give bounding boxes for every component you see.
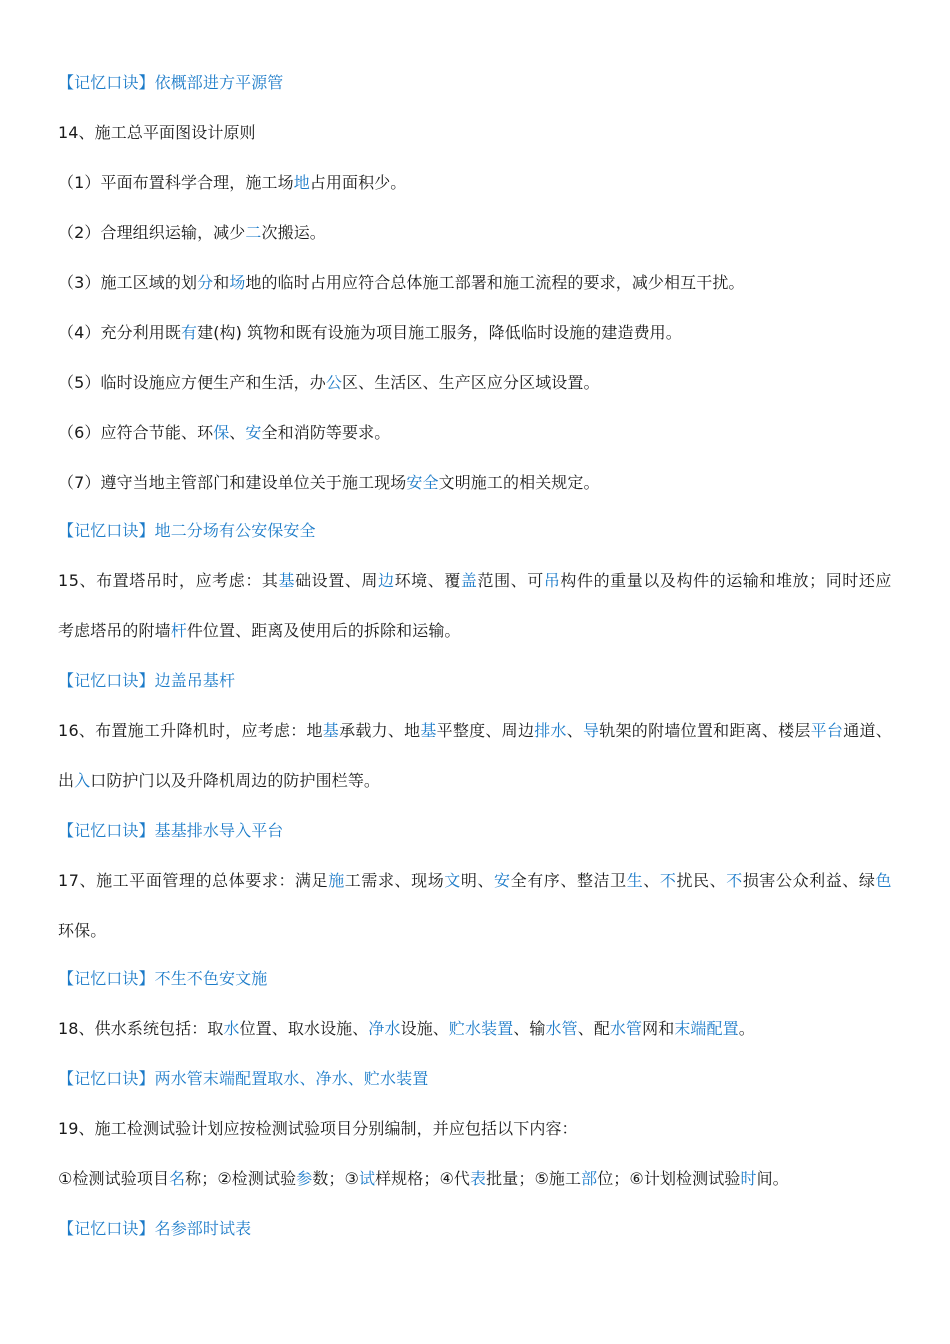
text-segment: 19、施工检测试验计划应按检测试验项目分别编制，并应包括以下内容： — [58, 1119, 578, 1138]
highlighted-text: 【记忆口诀】名参部时试表 — [58, 1219, 252, 1238]
highlighted-text: 参 — [296, 1169, 313, 1188]
text-segment: （5）临时设施应方便生产和生活，办 — [58, 373, 326, 392]
text-line — [58, 223, 326, 243]
highlighted-text: 安全 — [406, 473, 439, 492]
highlighted-text: 基 — [322, 721, 340, 740]
text-segment: 、配 — [577, 1019, 610, 1038]
highlighted-text: 边 — [377, 571, 395, 590]
highlighted-text: 净水 — [368, 1019, 401, 1038]
text-segment: 、 — [566, 721, 584, 740]
text-line — [58, 1019, 755, 1039]
text-segment: 区、生活区、生产区应分区域设置。 — [342, 373, 600, 392]
text-segment: 扰民、 — [676, 871, 727, 890]
highlighted-text: 分 — [197, 273, 214, 292]
text-segment: （7）遵守当地主管部门和建设单位关于施工现场 — [58, 473, 407, 492]
highlighted-text: 安 — [245, 423, 262, 442]
highlighted-text: 场 — [229, 273, 246, 292]
section-heading — [58, 123, 256, 143]
text-segment: 、输 — [513, 1019, 546, 1038]
text-segment: 通道、 — [843, 721, 892, 740]
highlighted-text: 公 — [325, 373, 342, 392]
highlighted-text: 二 — [245, 223, 262, 242]
text-segment: 称；②检测试验 — [185, 1169, 297, 1188]
text-segment: 考虑塔吊的附墙 — [58, 621, 171, 640]
text-line — [58, 323, 682, 343]
text-line — [58, 621, 461, 641]
text-segment: 。 — [738, 1019, 755, 1038]
text-line — [58, 571, 892, 591]
text-segment: 、 — [229, 423, 246, 442]
highlighted-text: 保 — [213, 423, 230, 442]
text-segment: 工需求、现场 — [344, 871, 445, 890]
text-segment: 14、施工总平面图设计原则 — [58, 123, 256, 142]
highlighted-text: 安 — [494, 871, 511, 890]
mnemonic-line — [58, 969, 267, 989]
highlighted-text: 基 — [278, 571, 296, 590]
highlighted-text: 不 — [659, 871, 677, 890]
text-line — [58, 771, 380, 791]
highlighted-text: 【记忆口诀】两水管末端配置取水、净水、贮水装置 — [58, 1069, 429, 1088]
highlighted-text: 入 — [74, 771, 91, 790]
highlighted-text: 吊 — [543, 571, 561, 590]
text-segment: 数；③ — [312, 1169, 359, 1188]
text-segment: 、 — [643, 871, 660, 890]
text-segment: （4）充分利用既 — [58, 323, 181, 342]
text-segment: 和 — [213, 273, 230, 292]
mnemonic-line — [58, 1219, 251, 1239]
text-segment: （3）施工区域的划 — [58, 273, 198, 292]
highlighted-text: 时 — [740, 1169, 757, 1188]
text-segment: 16、布置施工升降机时，应考虑：地 — [58, 721, 323, 740]
text-segment: 批量；⑤施工 — [486, 1169, 582, 1188]
text-segment: 平整度、周边 — [436, 721, 535, 740]
text-segment: 环保。 — [58, 921, 107, 940]
text-segment: 构件的重量以及构件的运输和堆放；同时还应 — [560, 571, 893, 590]
text-segment: 轨架的附墙位置和距离、楼层 — [599, 721, 811, 740]
highlighted-text: 有 — [180, 323, 198, 342]
text-line — [58, 473, 600, 493]
text-segment: 全有序、整洁卫 — [510, 871, 627, 890]
text-segment: 口防护门以及升降机周边的防护围栏等。 — [90, 771, 381, 790]
text-line — [58, 1169, 789, 1189]
text-segment: 件位置、距离及使用后的拆除和运输。 — [186, 621, 461, 640]
text-segment: 样规格；④代 — [375, 1169, 471, 1188]
text-segment: 环境、覆 — [394, 571, 461, 590]
highlighted-text: 施 — [328, 871, 345, 890]
text-line — [58, 173, 406, 193]
highlighted-text: 水 — [223, 1019, 240, 1038]
text-segment: 建(构) 筑物和既有设施为项目施工服务，降低临时设施的建造费用。 — [197, 323, 682, 342]
text-line — [58, 373, 600, 393]
highlighted-text: 【记忆口诀】基基排水导入平台 — [58, 821, 284, 840]
text-segment: 地的临时占用应符合总体施工部署和施工流程的要求，减少相互干扰。 — [245, 273, 745, 292]
text-segment: 础设置、周 — [295, 571, 378, 590]
highlighted-text: 平台 — [810, 721, 844, 740]
highlighted-text: 表 — [470, 1169, 487, 1188]
highlighted-text: 地 — [293, 173, 310, 192]
highlighted-text: 部 — [581, 1169, 598, 1188]
text-line — [58, 721, 892, 741]
highlighted-text: 【记忆口诀】依概部进方平源管 — [58, 73, 284, 92]
text-line — [58, 423, 390, 443]
highlighted-text: 贮水装置 — [448, 1019, 514, 1038]
highlighted-text: 【记忆口诀】地二分场有公安保安全 — [58, 521, 316, 540]
highlighted-text: 不 — [726, 871, 743, 890]
mnemonic-line — [58, 73, 283, 93]
highlighted-text: 水管 — [545, 1019, 578, 1038]
text-line — [58, 871, 892, 891]
highlighted-text: 盖 — [460, 571, 478, 590]
text-segment: 明、 — [460, 871, 495, 890]
text-line — [58, 1119, 578, 1139]
text-segment: 次搬运。 — [261, 223, 326, 242]
mnemonic-line — [58, 1069, 428, 1089]
text-segment: 承载力、地 — [339, 721, 421, 740]
highlighted-text: 杆 — [170, 621, 187, 640]
highlighted-text: 【记忆口诀】边盖吊基杆 — [58, 671, 236, 690]
text-line — [58, 921, 106, 941]
highlighted-text: 试 — [358, 1169, 376, 1188]
text-segment: 17、施工平面管理的总体要求：满足 — [58, 871, 329, 890]
text-segment: （6）应符合节能、环 — [58, 423, 214, 442]
highlighted-text: 排水 — [534, 721, 567, 740]
text-segment: ①检测试验项目 — [58, 1169, 170, 1188]
text-segment: 设施、 — [400, 1019, 449, 1038]
text-segment: 范围、可 — [477, 571, 544, 590]
text-segment: 15、布置塔吊时，应考虑：其 — [58, 571, 279, 590]
text-segment: 间。 — [756, 1169, 789, 1188]
text-segment: 位；⑥计划检测试验 — [597, 1169, 741, 1188]
highlighted-text: 基 — [420, 721, 437, 740]
text-segment: （1）平面布置科学合理，施工场 — [58, 173, 294, 192]
text-segment: （2）合理组织运输，减少 — [58, 223, 246, 242]
highlighted-text: 导 — [583, 721, 600, 740]
highlighted-text: 生 — [626, 871, 644, 890]
mnemonic-line — [58, 671, 235, 691]
highlighted-text: 色 — [875, 871, 893, 890]
mnemonic-line — [58, 821, 283, 841]
text-segment: 文明施工的相关规定。 — [438, 473, 600, 492]
text-segment: 损害公众利益、绿 — [742, 871, 876, 890]
text-segment: 全和消防等要求。 — [261, 423, 391, 442]
highlighted-text: 名 — [169, 1169, 186, 1188]
highlighted-text: 【记忆口诀】不生不色安文施 — [58, 969, 268, 988]
text-segment: 占用面积少。 — [309, 173, 407, 192]
text-line — [58, 273, 745, 293]
text-segment: 18、供水系统包括：取 — [58, 1019, 224, 1038]
highlighted-text: 水管 — [609, 1019, 643, 1038]
mnemonic-line — [58, 521, 316, 541]
highlighted-text: 末端配置 — [674, 1019, 739, 1038]
text-segment: 网和 — [642, 1019, 675, 1038]
text-segment: 位置、取水设施、 — [239, 1019, 369, 1038]
highlighted-text: 文 — [444, 871, 461, 890]
text-segment: 出 — [58, 771, 75, 790]
